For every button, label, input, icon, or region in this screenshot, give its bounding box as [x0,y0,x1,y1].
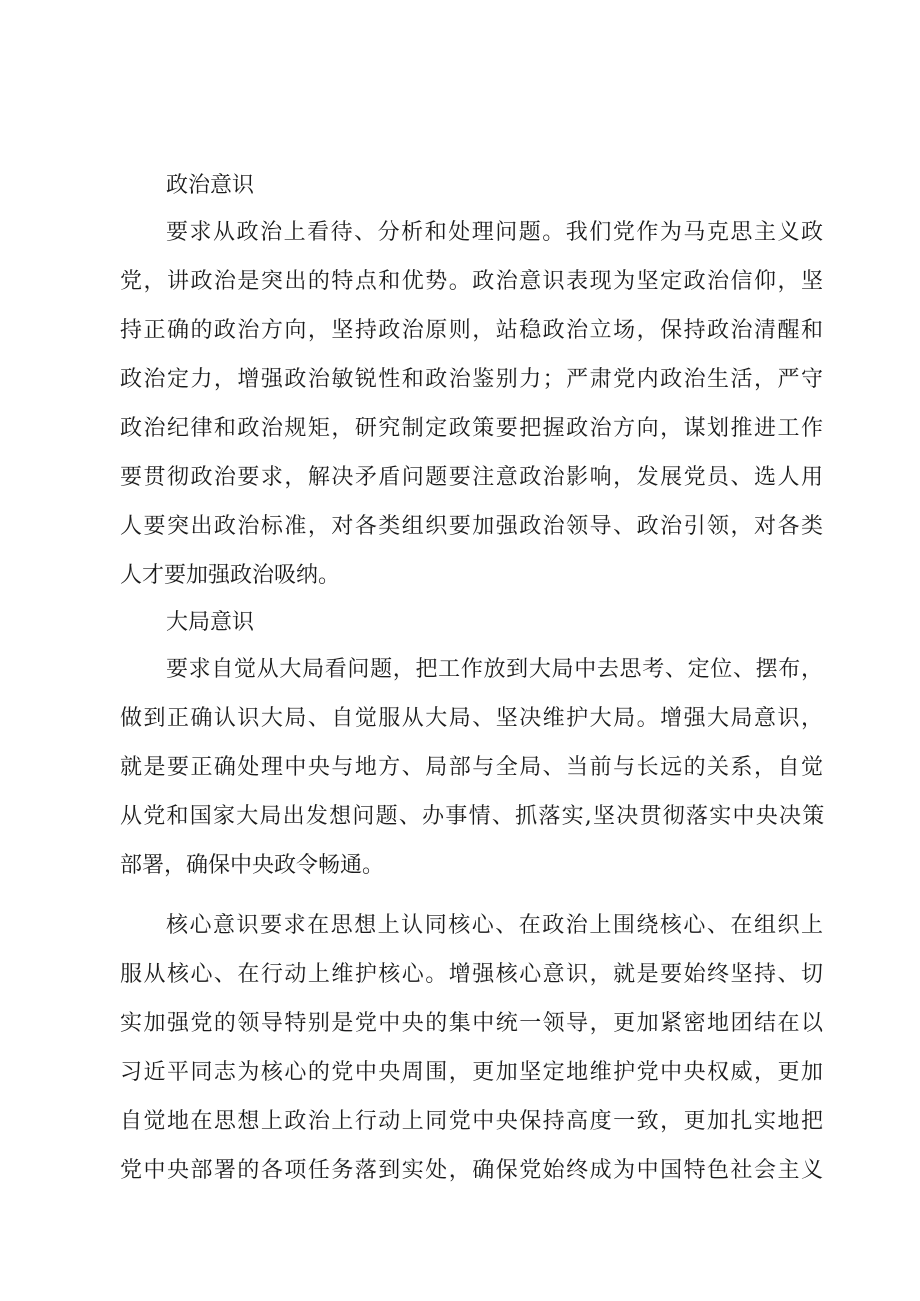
paragraph-line: 就是要正确处理中央与地方、局部与全局、当前与长远的关系，自觉 [120,755,823,780]
paragraph-line: 人才要加强政治吸纳。 [120,563,341,588]
paragraph-line: 党中央部署的各项任务落到实处，确保党始终成为中国特色社会主义 [120,1158,823,1183]
paragraph-line: 自觉地在思想上政治上行动上同党中央保持高度一致，更加扎实地把 [120,1109,823,1134]
paragraph-line: 人要突出政治标准，对各类组织要加强政治领导、政治引领，对各类 [120,514,823,539]
paragraph-line: 习近平同志为核心的党中央周围，更加坚定地维护党中央权威，更加 [120,1060,823,1085]
paragraph-line: 实加强党的领导特别是党中央的集中统一领导，更加紧密地团结在以 [120,1011,823,1036]
section-heading-political: 政治意识 [166,173,255,198]
paragraph-line: 要贯彻政治要求，解决矛盾问题要注意政治影响，发展党员、选人用 [120,465,823,490]
section-heading-overall: 大局意识 [166,610,255,635]
paragraph-line: 政治纪律和政治规矩，研究制定政策要把握政治方向，谋划推进工作 [120,416,823,441]
paragraph-line: 要求从政治上看待、分析和处理问题。我们党作为马克思主义政 [166,220,823,245]
paragraph-line: 部署，确保中央政令畅通。 [120,853,385,878]
paragraph-line: 核心意识要求在思想上认同核心、在政治上围绕核心、在组织上 [166,913,823,938]
paragraph-line: 政治定力，增强政治敏锐性和政治鉴别力；严肃党内政治生活，严守 [120,367,823,392]
paragraph-line: 服从核心、在行动上维护核心。增强核心意识，就是要始终坚持、切 [120,962,823,987]
paragraph-line: 持正确的政治方向，坚持政治原则，站稳政治立场，保持政治清醒和 [120,318,823,343]
paragraph-line: 党，讲政治是突出的特点和优势。政治意识表现为坚定政治信仰，坚 [120,269,823,294]
paragraph-line: 做到正确认识大局、自觉服从大局、坚决维护大局。增强大局意识， [120,706,823,731]
paragraph-line: 从党和国家大局出发想问题、办事情、抓落实,坚决贯彻落实中央决策 [120,804,823,829]
paragraph-line: 要求自觉从大局看问题，把工作放到大局中去思考、定位、摆布， [166,657,823,682]
